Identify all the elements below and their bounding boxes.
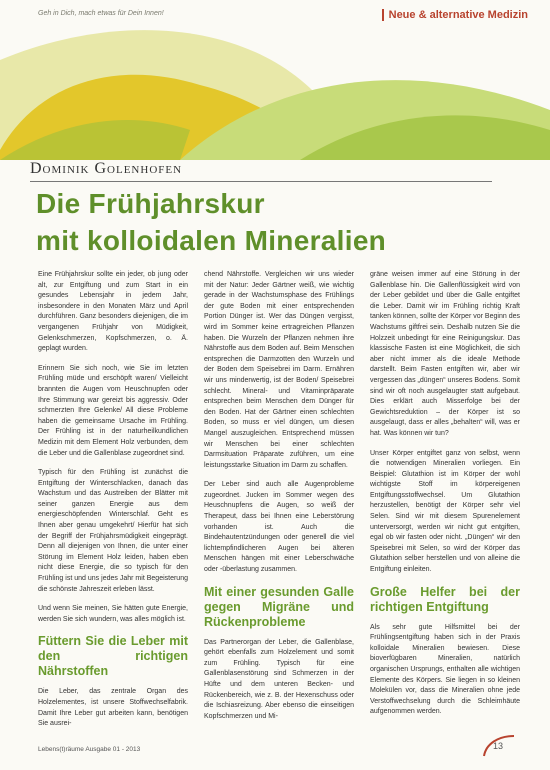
header-tagline: Geh in Dich, mach etwas für Dein Innen! xyxy=(38,10,164,17)
paragraph: Erinnern Sie sich noch, wie Sie im letzten Frühling müde und erschöpft waren/ Vielleicht brannten die Augen vom Heuschnupfen oder Ihre Stimmung war gereizt bis aggressiv. Oder schmerzten Ihre Gelenke/ All diese Probleme haben die gemeinsame Ursache im Frühling. Der Frühling ist in der naturheilkundlichen Medizin mit dem Element Holz verbunden, dem die Leber und die Gallenblase zugeordnet sind. xyxy=(38,364,188,457)
text-column-3 xyxy=(370,270,520,727)
text-column-1 xyxy=(38,270,188,739)
subheading: Füttern Sie die Leber mit den richtigen Nährstoffen xyxy=(38,634,188,679)
paragraph: Unser Körper entgiftet ganz von selbst, wenn die notwendigen Mineralien vorliegen. Ein Beispiel: Glutathion ist im Körper der wohl wichtigste Stoff im körpereigenen Entgiftungsstoffwechsel. Um Glutathion herzustellen, benötigt der Körper sehr viel Selen. Sind wir mit diesem Spurenelement unterversorgt, werden wir nicht gut entgiften, egal ob wir fasten oder nicht. „Düngen“ wir den Speisebrei mit Selen, so wird der Körper das Glutathion selber herstellen und von alleine die Entgiftung einleiten. xyxy=(370,449,520,574)
paragraph: gräne weisen immer auf eine Störung in der Gallenblase hin. Die Gallenflüssigkeit wird von der Leber gebildet und über die Galle entgiftet die Leber. Damit wir im Frühling richtig Kraft tanken können, sollte der Körper vor Beginn des Wachstums giftfrei sein. Deshalb nutzen Sie die Holzzeit unbedingt für eine Reinigungskur. Das klassische Fasten ist eine Möglichkeit, die sich aber nicht immer als die ideale Methode darstellt. Beim Fasten entgiften wir, aber wir vergessen das „düngen“ unseres Bodens. Somit sind wir oft noch ausgelaugter statt aufgebaut. Dies erklärt auch Misserfolge bei der Gewichtsreduktion – der Körper ist so ausgelaugt, dass er alles „behalten“ will, was er hat. Was können wir tun? xyxy=(370,271,520,437)
footer-issue: Lebens(t)räume Ausgabe 01 - 2013 xyxy=(38,746,141,753)
author-divider xyxy=(30,181,492,182)
section-label-text: Neue & alternative Medizin xyxy=(388,9,528,21)
paragraph: Und wenn Sie meinen, Sie hätten gute Energie, werden Sie sich wundern, was alles möglich ist. xyxy=(38,605,188,623)
article-author: Dominik Golenhofen xyxy=(30,160,183,177)
subheading: Mit einer gesunden Galle gegen Migräne und Rückenprobleme xyxy=(204,584,354,629)
paragraph: Als sehr gute Hilfsmittel bei der Frühlingsentgiftung haben sich in der Praxis kolloidale Mineralien bewiesen. Diese bioverfügbaren Mineralien, natürlich organischen Ursprungs, enthalten alle wichtigen Elemente des Körpers. Sie liegen in so kleinen Molekülen vor, dass die Mineralien ohne jede Verstoffwechselung durch die Schleimhäute aufgenommen werden. xyxy=(370,623,520,716)
hills-decoration xyxy=(0,0,550,160)
text-column-2 xyxy=(204,270,354,731)
page-number: 13 xyxy=(493,741,504,751)
article-title-line-1: Die Frühjahrskur xyxy=(36,188,265,219)
subheading: Große Helfer bei der richtigen Entgiftung xyxy=(370,584,520,614)
paragraph: Typisch für den Frühling ist zunächst die Entgiftung der Winterschlacken, danach das Wachstum und das Austreiben der Blätter mit seiner ganzen Energie aus dem energieschöpfenden Winterschlaf. Geht es Ihnen aber genau umgekehrt/ Hierfür hat sich der Begriff der Frühjahrsmüdigkeit eingeprägt. Denn all diejenigen von Ihnen, die unter einer Störung im Element Holz leiden, haben eben nicht diese Energie, die so typisch für den Frühling ist und uns jedes Jahr mit Begeisterung die schönste Jahreszeit erleben lässt. xyxy=(38,469,188,593)
article-title-line-2: mit kolloidalen Mineralien xyxy=(36,225,387,256)
paragraph: Die Leber, das zentrale Organ des Holzelementes, ist unsere Stoffwechselfabrik. Damit Ihre Leber gut arbeiten kann, benötigen Sie ausrei- xyxy=(38,688,188,728)
paragraph: Der Leber sind auch alle Augenprobleme zugeordnet. Jucken im Sommer wegen des Heuschnupfens die Augen, so weiß der Therapeut, dass bei Ihnen eine Leberstörung vorhanden ist. Auch die Bindehautentzündungen oder generell die viel lichtempfindlicheren Augen bei älteren Menschen hängen mit einer Leberschwäche oder -überlastung zusammen. xyxy=(204,481,354,574)
paragraph: Eine Frühjahrskur sollte ein jeder, ob jung oder alt, zur Entgiftung und zum Start in ein gesundes Lebensjahr in jedem Jahr, insbesondere in den Monaten März und April durchführen. Ganz besonders diejenigen, die im vergangenen Frühjahr von Müdigkeit, Gelenkschmerzen, Kopfschmerzen, o. Ä. geplagt wurden. xyxy=(38,271,188,353)
section-label xyxy=(382,9,528,21)
paragraph: chend Nährstoffe. Vergleichen wir uns wieder mit der Natur: Jeder Gärtner weiß, wie wichtig gerade in der Wachstumsphase des Frühlings der gute Boden mit einer entsprechenden Portion Dünger ist. Wer das Düngen vergisst, wird im Sommer keine ertragreichen Pflanzen haben. Die Wurzeln der Pflanzen nehmen ihre Nährstoffe aus dem Boden auf. Beim Menschen entsprechen die Darmzotten den Wurzeln und der Boden dem Speisebrei im Darm. Ernähren wir uns minderwertig, ist der Boden/ Speisebrei schlecht. Mineral- und Vitaminpräparate entsprechen beim Menschen dem Dünger für den Boden. Hat der Gärtner einen schlechten Boden, so muss er viel düngen, um diesen Mangel auszugleichen. Entsprechend müssen wir Menschen bei einer schlechten Darmsituation Präparate zuführen, um eine leistungsstarke Situation im Darm zu schaffen. xyxy=(204,271,354,469)
paragraph: Das Partnerorgan der Leber, die Gallenblase, gehört ebenfalls zum Holzelement und somit zum Frühling. Typisch für eine Gallenblasenstörung sind Schmerzen in der Hüfte und dem unteren Becken- und Rückenbereich, wie z. B. der Hexenschuss oder die Ischiasreizung. Aber ebenso die einseitigen Kopfschmerzen und Mi- xyxy=(204,638,354,720)
